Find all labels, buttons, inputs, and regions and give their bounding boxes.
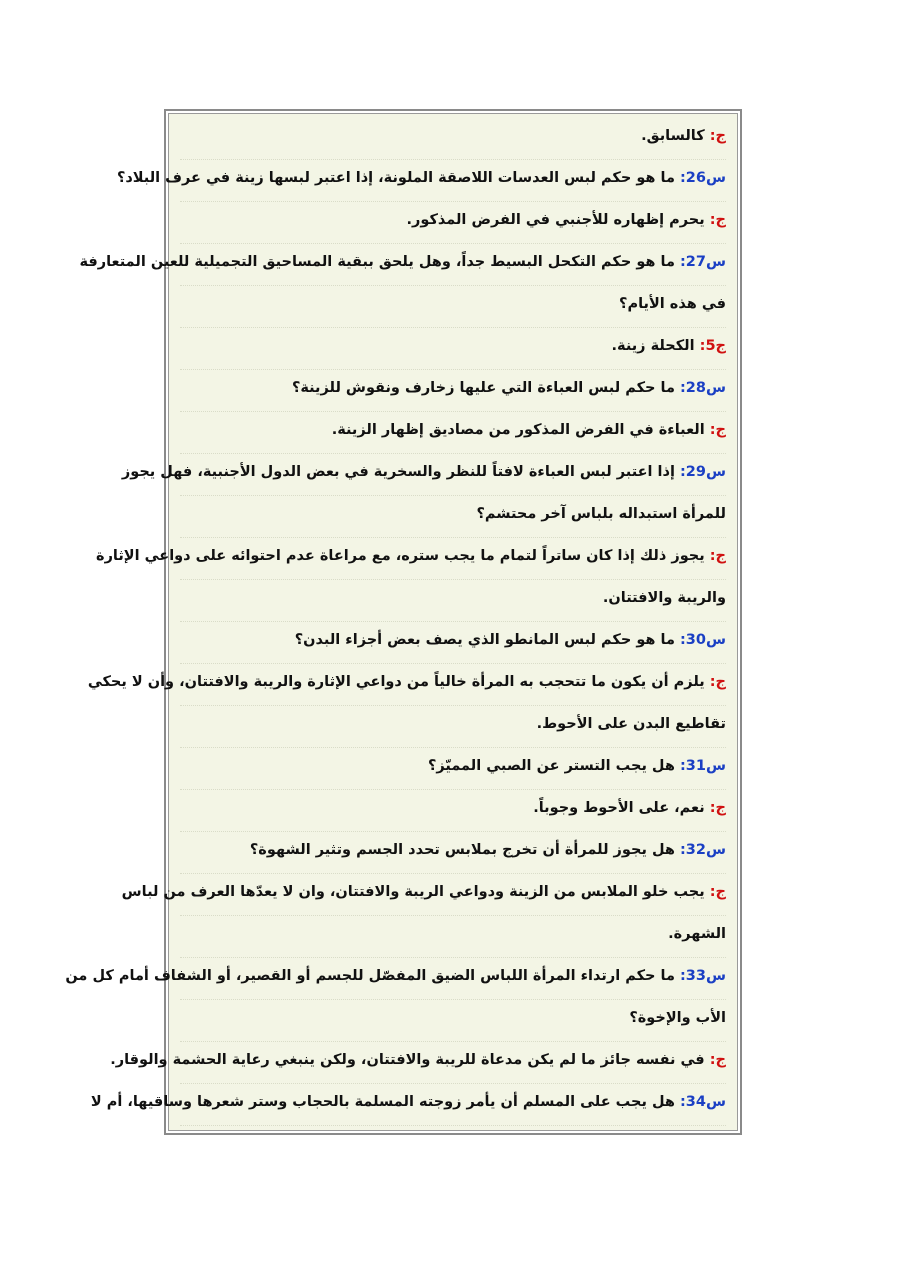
answer-marker: ج — [715, 422, 726, 438]
answer-marker: ج — [715, 212, 726, 228]
marker-colon: : — [674, 380, 686, 396]
item-number: 26 — [685, 170, 706, 186]
answer-marker: ج — [715, 338, 726, 354]
line-text: يجب خلو الملابس من الزينة ودواعي الريبة والافتتان، وان لا يعدّها العرف من لباس — [121, 884, 705, 900]
question-line — [65, 957, 726, 1000]
line-text: العباءة في الفرض المذكور من مصاديق إظهار الزينة. — [331, 422, 705, 438]
line-text: الشهرة. — [668, 926, 726, 942]
marker-colon: : — [674, 1094, 686, 1110]
line-text: في هذه الأيام؟ — [619, 296, 726, 312]
line-text: في نفسه جائز ما لم يكن مدعاة للريبة والافتتان، ولكن ينبغي رعاية الحشمة والوقار. — [110, 1052, 705, 1068]
marker-colon: : — [704, 548, 716, 564]
line-text: هل يجب على المسلم أن يأمر زوجته المسلمة بالحجاب وستر شعرها وساقيها، أم لا — [90, 1094, 675, 1110]
line-text: والريبة والافتتان. — [602, 590, 726, 606]
question-line — [180, 747, 726, 790]
continuation-line — [180, 579, 726, 622]
line-text: الأب والإخوة؟ — [629, 1010, 726, 1026]
continuation-line — [180, 999, 726, 1042]
marker-colon: : — [674, 968, 686, 984]
line-text: الكحلة زينة. — [611, 338, 695, 354]
marker-colon: : — [694, 338, 706, 354]
question-line — [79, 243, 726, 286]
question-marker: س — [705, 842, 726, 858]
continuation-line — [180, 705, 726, 748]
line-text: إذا اعتبر لبس العباءة لافتاً للنظر والسخرية في بعض الدول الأجنبية، فهل يجوز — [121, 464, 675, 480]
line-text: يجوز ذلك إذا كان ساتراً لتمام ما يجب ستره، مع مراعاة عدم احتوائه على دواعي الإثارة — [96, 548, 705, 564]
line-text: يحرم إظهاره للأجنبي في الفرض المذكور. — [406, 212, 705, 228]
answer-line — [110, 1041, 726, 1084]
question-marker: س — [705, 758, 726, 774]
marker-colon: : — [704, 128, 716, 144]
line-text: ما هو حكم التكحل البسيط جداً، وهل يلحق ببقية المساحيق التجميلية للعين المتعارفة — [79, 254, 675, 270]
line-text: ما هو حكم لبس العدسات اللاصقة الملونة، إذا اعتبر لبسها زينة في عرف البلاد؟ — [116, 170, 675, 186]
line-text: هل يجب التستر عن الصبي المميّز؟ — [427, 758, 675, 774]
line-text: للمرأة استبداله بلباس آخر محتشم؟ — [476, 506, 726, 522]
item-number: 27 — [685, 254, 706, 270]
marker-colon: : — [704, 1052, 716, 1068]
marker-colon: : — [674, 464, 686, 480]
marker-colon: : — [674, 842, 686, 858]
question-marker: س — [705, 464, 726, 480]
question-line — [116, 159, 726, 202]
line-text: نعم، على الأحوط وجوباً. — [533, 800, 705, 816]
marker-colon: : — [704, 674, 716, 690]
continuation-line — [180, 495, 726, 538]
item-number: 29 — [685, 464, 706, 480]
qa-lines — [65, 111, 726, 1133]
question-marker: س — [705, 170, 726, 186]
item-number: 32 — [685, 842, 706, 858]
question-marker: س — [705, 968, 726, 984]
answer-line — [96, 537, 726, 580]
answer-marker: ج — [715, 800, 726, 816]
answer-line — [121, 873, 726, 916]
marker-colon: : — [704, 212, 716, 228]
answer-line — [180, 327, 726, 370]
question-marker: س — [705, 632, 726, 648]
line-text: يلزم أن يكون ما تتحجب به المرأة خالياً من دواعي الإثارة والريبة والافتتان، وأن لا يحكي — [87, 674, 705, 690]
marker-colon: : — [704, 422, 716, 438]
question-line — [180, 831, 726, 874]
marker-colon: : — [704, 884, 716, 900]
marker-colon: : — [674, 758, 686, 774]
line-text: ما حكم ارتداء المرأة اللباس الضيق المفصّل للجسم أو القصير، أو الشفاف أمام كل من — [65, 968, 675, 984]
marker-colon: : — [674, 632, 686, 648]
question-line — [180, 369, 726, 412]
answer-line — [180, 789, 726, 832]
answer-line — [87, 663, 726, 706]
line-text: ما حكم لبس العباءة التي عليها زخارف ونقوش للزينة؟ — [291, 380, 675, 396]
question-marker: س — [705, 380, 726, 396]
marker-colon: : — [674, 254, 686, 270]
line-text: كالسابق. — [641, 128, 705, 144]
question-line — [180, 621, 726, 664]
continuation-line — [180, 285, 726, 328]
item-number: 5 — [705, 338, 716, 354]
question-line — [121, 453, 726, 496]
line-text: تقاطيع البدن على الأحوط. — [536, 716, 726, 732]
continuation-line — [180, 915, 726, 958]
answer-marker: ج — [715, 674, 726, 690]
marker-colon: : — [674, 170, 686, 186]
question-marker: س — [705, 254, 726, 270]
item-number: 31 — [685, 758, 706, 774]
item-number: 33 — [685, 968, 706, 984]
line-text: هل يجوز للمرأة أن تخرج بملابس تحدد الجسم وتثير الشهوة؟ — [249, 842, 675, 858]
answer-marker: ج — [715, 884, 726, 900]
item-number: 28 — [685, 380, 706, 396]
answer-marker: ج — [715, 128, 726, 144]
line-text: ما هو حكم لبس المانطو الذي يصف بعض أجزاء البدن؟ — [294, 632, 675, 648]
answer-line — [180, 117, 726, 160]
answer-marker: ج — [715, 548, 726, 564]
question-line — [90, 1083, 726, 1126]
document-page-frame — [65, 109, 742, 1135]
answer-marker: ج — [715, 1052, 726, 1068]
question-marker: س — [705, 1094, 726, 1110]
answer-line — [180, 201, 726, 244]
answer-line — [180, 411, 726, 454]
item-number: 34 — [685, 1094, 706, 1110]
item-number: 30 — [685, 632, 706, 648]
marker-colon: : — [704, 800, 716, 816]
